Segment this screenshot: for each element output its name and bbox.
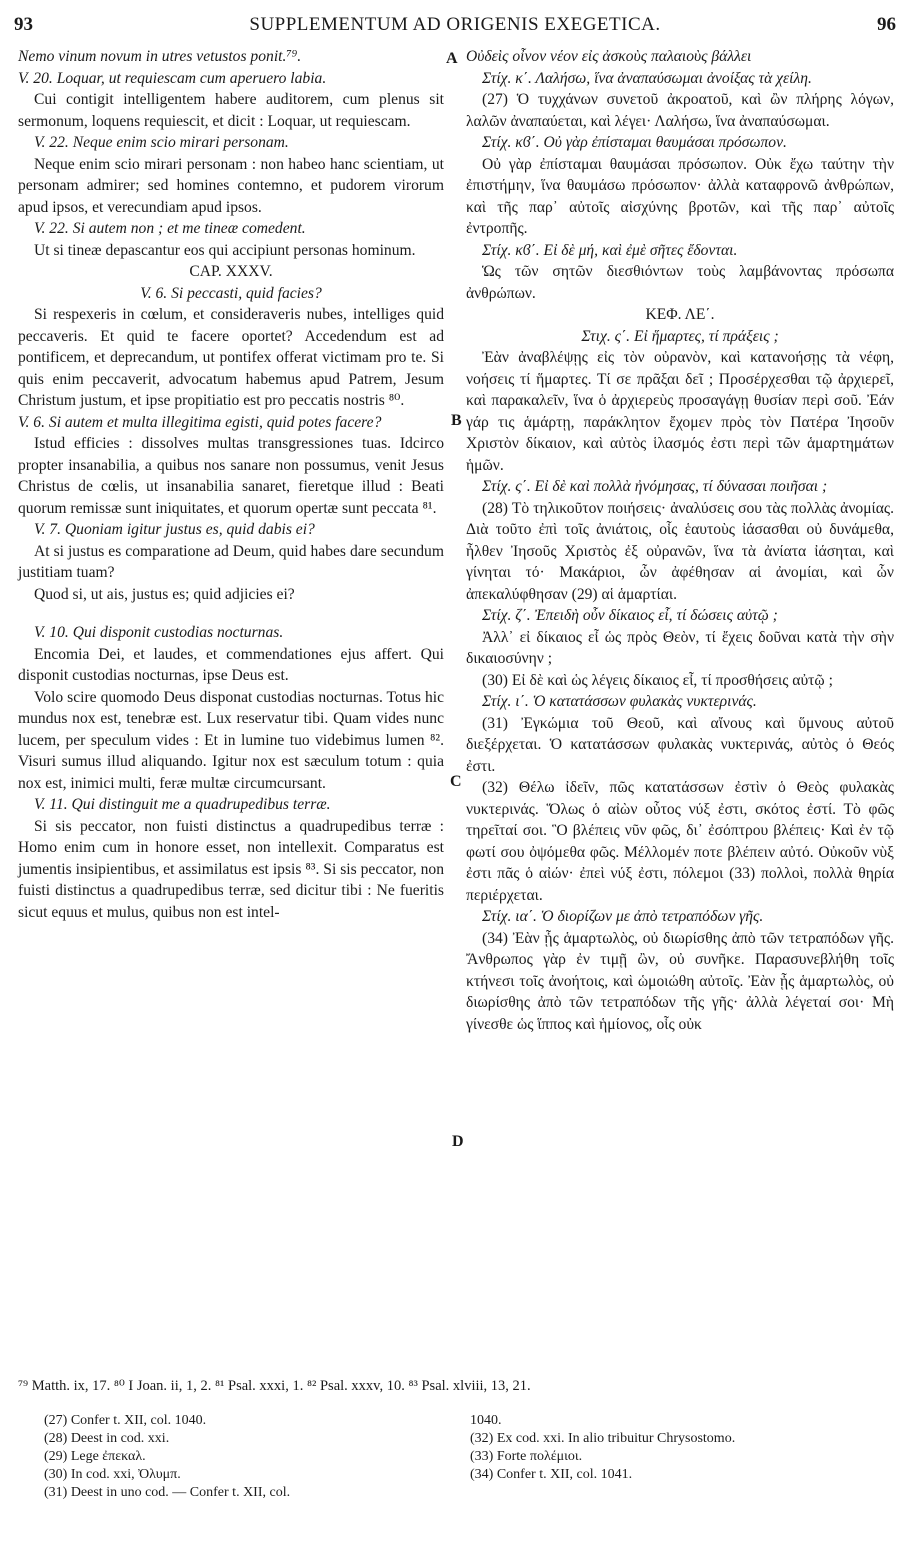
critical-notes-right <box>470 1412 890 1484</box>
scripture-footnotes: ⁷⁹ Matth. ix, 17. ⁸⁰ I Joan. ii, 1, 2. ⁸¹ Psal. xxxi, 1. ⁸² Psal. xxxv, 10. ⁸³ Psal. xlviii, 13, 21. <box>18 1378 531 1394</box>
left-column-paragraph: V. 22. Si autem non ; et me tineæ comedent. <box>34 220 306 237</box>
right-column-paragraph: ΚΕΦ. ΛΕ΄. <box>645 306 715 323</box>
right-column-paragraph: Οὐδεὶς οἶνον νέον εἰς ἀσκοὺς παλαιοὺς βάλλει <box>466 48 752 65</box>
left-column-paragraph: V. 11. Qui distinguit me a quadrupedibus terræ. <box>34 796 331 813</box>
right-column-paragraph: Στίχ. ς΄. Εἰ δὲ καὶ πολλὰ ἠνόμησας, τί δύνασαι ποιῆσαι ; <box>482 478 828 495</box>
right-column-paragraph: Στιχ. ς΄. Εἰ ἥμαρτες, τί πράξεις ; <box>581 327 779 345</box>
right-column-paragraph: Ὡς τῶν σητῶν διεσθιόντων τοὺς λαμβάνοντας πρόσωπα ἀνθρώπων. <box>466 263 894 302</box>
left-column-paragraph: Quod si, ut ais, justus es; quid adjicies ei? <box>34 585 295 603</box>
critical-note: (31) Deest in uno cod. — Confer t. XII, col. <box>44 1485 291 1500</box>
critical-note: (34) Confer t. XII, col. 1041. <box>470 1467 633 1482</box>
left-column-paragraph: Volo scire quomodo Deus disponat custodias nocturnas. Totus hic mundus nox est, tenebræ est. Lux reservatur tibi. Quam vides nunc lucem, per speculum vides : Et in lumine tuo videbimus lumen ⁸². Visuri sumus illud aliquando. Igitur nox est sæculum totum : quia nox est, inimici multi, feræ multæ circumcursant. <box>18 688 444 792</box>
critical-note: (29) Lege ἐπεκαλ. <box>44 1449 146 1464</box>
critical-note: 1040. <box>470 1413 502 1428</box>
left-column-paragraph: Nemo vinum novum in utres vetustos ponit.⁷⁹. <box>18 48 302 65</box>
right-column-paragraph: Στίχ. ια΄. Ὁ διορίζων με ἀπὸ τετραπόδων γῆς. <box>482 908 764 925</box>
right-column-paragraph: (28) Τὸ τηλικοῦτον ποιήσεις· ἀναλύσεις σου τὰς πολλὰς ἀνομίας. Διὰ τοῦτο ἐπὶ τοῖς ἀνιάτοις, οἷς ἑαυτοὺς ἰάσασθαι οὐ δυνάμεθα, ἦλθεν Ἰησοῦς Χριστὸς ἐξ οὐρανῶν, ἵνα τὰ ἀνίατα ἰάσηται, καὶ γίνηται τό· Μακάριοι, ὧν ἀφέθησαν αἱ ἀνομίαι, καὶ ὧν ἀπεκαλύφθησαν (29) αἱ ἁμαρτίαι. <box>466 499 894 603</box>
right-column-paragraph: Στίχ. κ΄. Λαλήσω, ἵνα ἀναπαύσωμαι ἀνοίξας τὰ χείλη. <box>482 69 812 87</box>
critical-note: (30) In cod. xxi, Ὀλυμπ. <box>44 1467 181 1482</box>
latin-column <box>18 46 444 923</box>
critical-note: (27) Confer t. XII, col. 1040. <box>44 1413 207 1428</box>
left-column-paragraph: V. 6. Si autem et multa illegitima egisti, quid potes facere? <box>18 413 382 431</box>
critical-note: (32) Ex cod. xxi. In alio tribuitur Chrysostomo. <box>470 1431 736 1446</box>
left-column-paragraph: Neque enim scio mirari personam : non habeo hanc scientiam, ut personam admirer; sed homines contemno, et pudorem virorum apud ipsos, et verecundiam apud ipsos. <box>18 155 444 216</box>
left-column-paragraph <box>18 605 444 622</box>
right-column-paragraph: Ἀλλ᾽ εἰ δίκαιος εἶ ὡς πρὸς Θεὸν, τί ἔχεις δοῦναι κατὰ τὴν σὴν δικαιοσύνην ; <box>466 628 894 667</box>
left-column-paragraph: Si respexeris in cœlum, et consideraveris nubes, intelliges quid peccaveris. Et quid te facere oportet? Accedendum est ad pontificem, et deprecandum, ut pontifex offerat victimam pro te. Si quis enim peccaverit, advocatum habemus apud Patrem, Jesum Christum justum, et ipse propitiatio est pro peccatis nostris ⁸⁰. <box>18 306 444 409</box>
greek-column <box>466 46 894 1035</box>
right-column-paragraph: (31) Ἐγκώμια τοῦ Θεοῦ, καὶ αἴνους καὶ ὕμνους αὐτοῦ διεξέρχεται. Ὁ κατατάσσων φυλακὰς νυκτερινάς, αὐτὸς ὁ Θεός ἐστι. <box>466 714 894 775</box>
left-column-paragraph: V. 6. Si peccasti, quid facies? <box>140 284 322 302</box>
left-column-paragraph: Istud efficies : dissolves multas transgressiones tuas. Idcirco propter insanabilia, a quibus nos sanare non possumus, venit Jesus Christus de cœlis, ut insanabilia sanaret, fieretque illud : Beati quorum remissæ sunt iniquitates, et quorum opertæ sunt peccata ⁸¹. <box>18 435 444 517</box>
left-column-paragraph: Encomia Dei, et laudes, et commendationes ejus affert. Qui disponit custodias nocturnas, ipse Deus est. <box>18 645 444 684</box>
page-number-left: 93 <box>14 14 33 35</box>
right-column-paragraph: (30) Εἰ δὲ καὶ ὡς λέγεις δίκαιος εἶ, τί προσθήσεις αὐτῷ ; <box>482 671 833 689</box>
critical-notes-left <box>44 1412 464 1502</box>
page-header <box>14 14 896 40</box>
right-column-paragraph: (32) Θέλω ἰδεῖν, πῶς κατατάσσων ἐστὶν ὁ Θεὸς φυλακὰς νυκτερινάς. Ὅλως ὁ αἰὼν οὗτος νύξ ἐστι, σκότος ἐστί. Τὸ φῶς τηρεῖταί σοι. Ὃ βλέπεις νῦν φῶς, δι᾽ ἐσόπτρου βλέπεις· Καὶ ἐν τῷ φωτί σου ὀψόμεθα φῶς. Μέλλομέν ποτε βλέπειν αὐτό. Οὐκοῦν νὺξ ἐστι πᾶς ὁ αἰών· ἐπεὶ νύξ ἐστι, πόλεμοι (33) πολλοὶ, πολλὰ θηρία περιέρχεται. <box>466 779 894 904</box>
margin-letter-c: C <box>450 773 462 790</box>
margin-letter-a: A <box>446 50 458 67</box>
margin-letter-b: B <box>451 412 462 429</box>
right-column-paragraph: Στίχ. ζ΄. Ἐπειδὴ οὖν δίκαιος εἶ, τί δώσεις αὐτῷ ; <box>482 607 778 624</box>
left-column-paragraph: Si sis peccator, non fuisti distinctus a quadrupedibus terræ : Homo enim cum in honore esset, non intellexit. Comparatus est jumentis insipientibus, et assimilatus est ipsis ⁸³. Si sis peccator, non fuisti distinctus a quadrupedibus terræ, sed dicitur tibi : Ne fueritis sicut equus et mulus, quibus non est intel- <box>18 817 444 921</box>
critical-note: (33) Forte πολέμιοι. <box>470 1449 583 1464</box>
left-column-paragraph: CAP. XXXV. <box>189 263 273 280</box>
right-column-paragraph: Ἐὰν ἀναβλέψῃς εἰς τὸν οὐρανὸν, καὶ κατανοήσῃς τὰ νέφη, νοήσεις τί ἥμαρτες. Τί σε πρᾶξαι δεῖ ; Προσέρχεσθαι τῷ ἀρχιερεῖ, καὶ παρακαλεῖν, ἵνα ὁ ἀρχιερεὺς προσαγάγῃ θυσίαν περὶ σοῦ. Ἐάν γάρ τις ἁμάρτῃ, παράκλητον ἔχομεν πρὸς τὸν Πατέρα Ἰησοῦν Χριστὸν δίκαιον, καὶ αὐτὸς ἱλασμός ἐστι περὶ τῶν ἁμαρτημάτων ἡμῶν. <box>466 349 894 474</box>
left-column-paragraph: V. 22. Neque enim scio mirari personam. <box>34 134 289 151</box>
left-column-paragraph: V. 7. Quoniam igitur justus es, quid dabis ei? <box>34 521 315 538</box>
right-column-paragraph: Στίχ. κϐ΄. Οὐ γὰρ ἐπίσταμαι θαυμάσαι πρόσωπον. <box>482 134 787 151</box>
left-column-paragraph: V. 10. Qui disponit custodias nocturnas. <box>34 624 284 641</box>
left-column-paragraph: Ut si tineæ depascantur eos qui accipiunt personas hominum. <box>34 241 416 259</box>
right-column-paragraph: (27) Ὁ τυχχάνων συνετοῦ ἀκροατοῦ, καὶ ὢν πλήρης λόγων, λαλῶν ἀναπαύεται, καὶ λέγει· Λαλήσω, ἵνα ἀναπαύσωμαι. <box>466 91 894 130</box>
margin-letter-d: D <box>452 1133 464 1150</box>
running-title: SUPPLEMENTUM AD ORIGENIS EXEGETICA. <box>249 14 661 35</box>
left-column-paragraph: V. 20. Loquar, ut requiescam cum aperuero labia. <box>18 69 327 87</box>
right-column-paragraph: Στίχ. ι΄. Ὁ κατατάσσων φυλακὰς νυκτερινάς. <box>482 693 757 710</box>
right-column-paragraph: Στίχ. κϐ΄. Εἰ δὲ μή, καὶ ἐμὲ σῆτες ἔδονται. <box>482 241 738 259</box>
critical-note: (28) Deest in cod. xxi. <box>44 1431 170 1446</box>
right-column-paragraph: (34) Ἐὰν ᾖς ἁμαρτωλὸς, οὐ διωρίσθης ἀπὸ τῶν τετραπόδων γῆς. Ἄνθρωπος γὰρ ἐν τιμῇ ὢν, οὐ συνῆκε. Παρασυνεβλήθη τοῖς κτήνεσι τοῖς ἀνοήτοις, καὶ ὡμοιώθη αὐτοῖς. Ἐὰν ᾖς ἁμαρτωλὸς, οὐ διωρίσθης ἀπὸ τῶν τετραπόδων τῆς γῆς· ἀλλὰ λέγεταί σοι· Μὴ γίνεσθε ὡς ἵππος καὶ ἡμίονος, οἷς οὐκ <box>466 929 894 1033</box>
right-column-paragraph: Οὐ γὰρ ἐπίσταμαι θαυμάσαι πρόσωπον. Οὐκ ἔχω ταύτην τὴν ἐπιστήμην, ἵνα θαυμάσω πρόσωπον· ἀλλὰ καταφρονῶ ἀνθρώπων, καὶ τῆς παρ᾽ αὐτοῖς αἰσχύνης βροτῶν, καὶ τῆς παρ᾽ αὐτοῖς ἐντροπῆς. <box>466 155 894 237</box>
left-column-paragraph: At si justus es comparatione ad Deum, quid habes dare secundum justitiam tuam? <box>18 542 444 581</box>
page-number-right: 96 <box>877 14 896 35</box>
left-column-paragraph: Cui contigit intelligentem habere auditorem, cum plenus sit sermonum, loquens requiescit, et dicit : Loquar, ut requiescam. <box>18 91 444 130</box>
